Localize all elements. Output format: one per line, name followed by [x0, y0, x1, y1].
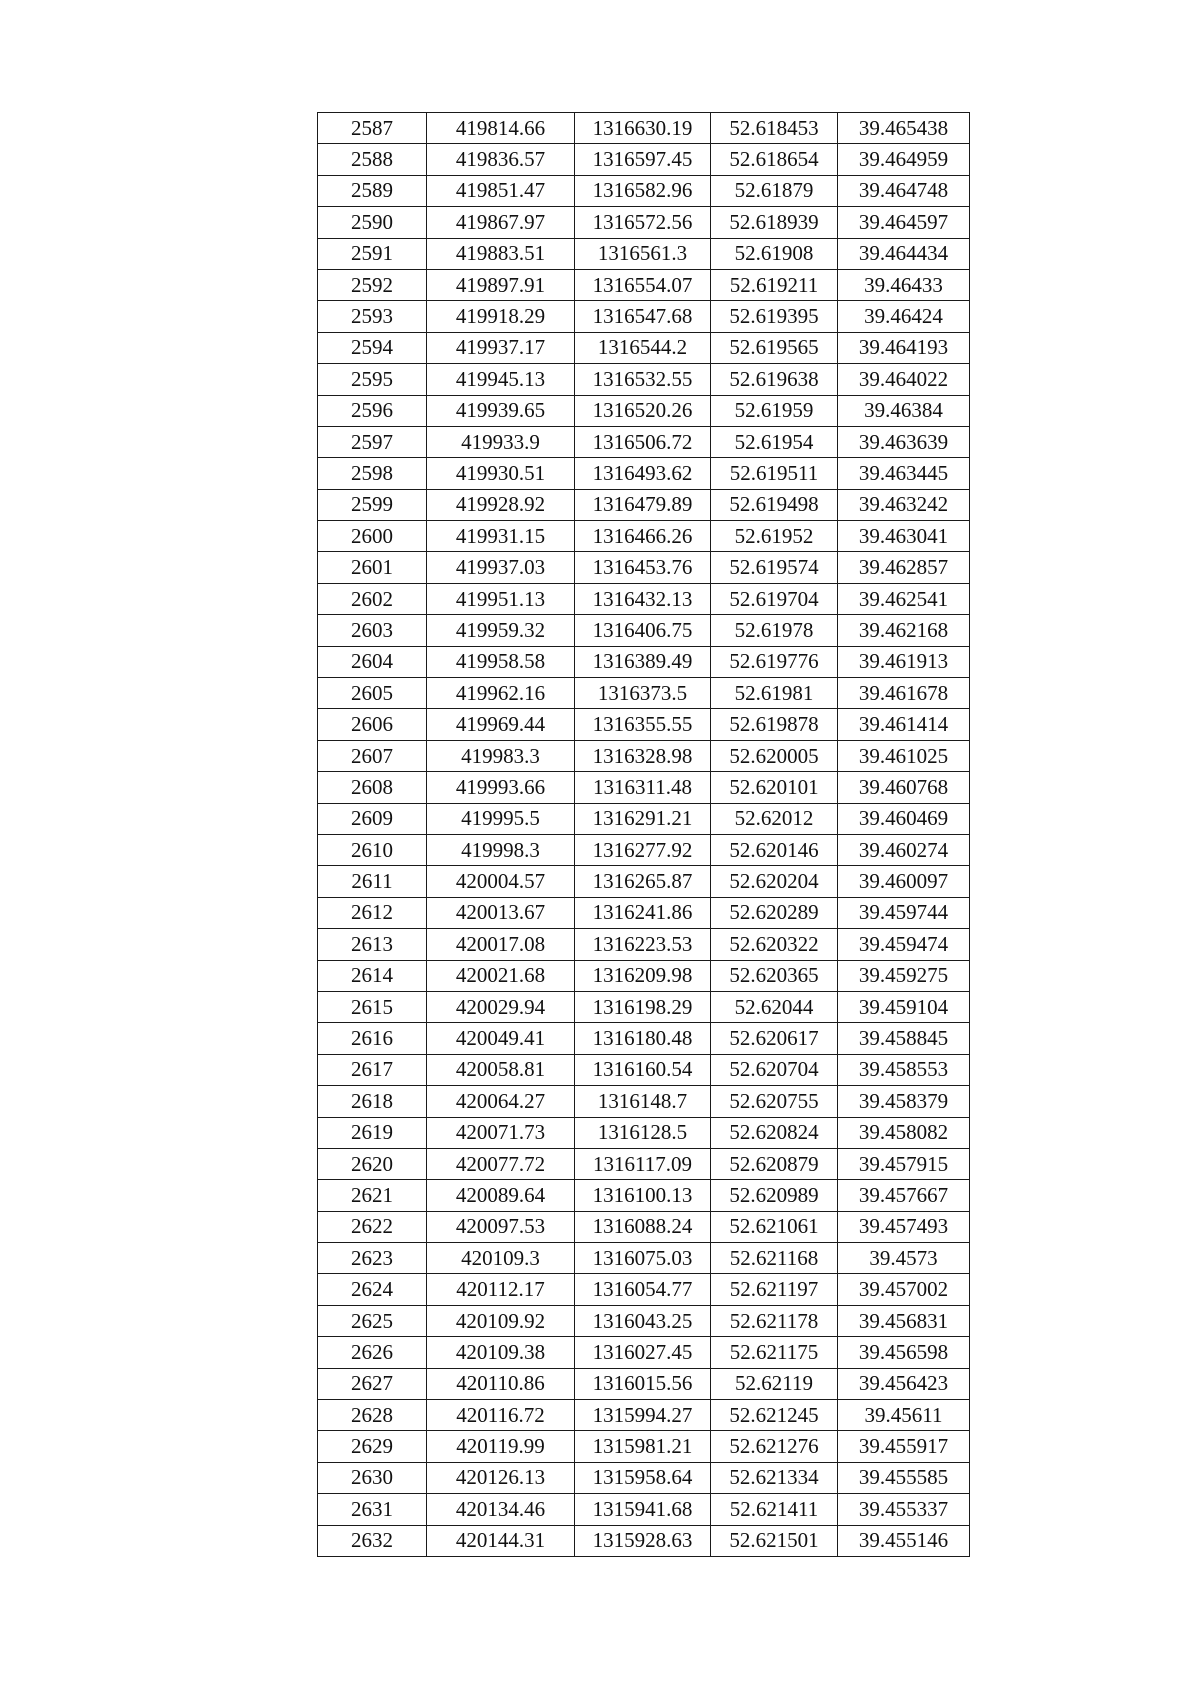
y-coordinate-cell: 1316027.45 — [575, 1337, 711, 1368]
latitude-cell: 52.620005 — [711, 740, 838, 771]
latitude-cell: 52.618939 — [711, 207, 838, 238]
latitude-cell: 52.61908 — [711, 238, 838, 269]
table-row — [318, 583, 970, 614]
point-number-cell: 2623 — [318, 1243, 427, 1274]
x-coordinate-cell: 419851.47 — [427, 175, 575, 206]
x-coordinate-cell: 419951.13 — [427, 583, 575, 614]
x-coordinate-cell: 419939.65 — [427, 395, 575, 426]
latitude-cell: 52.618654 — [711, 144, 838, 175]
point-number-cell: 2594 — [318, 332, 427, 363]
x-coordinate-cell: 419998.3 — [427, 834, 575, 865]
table-row — [318, 1400, 970, 1431]
table-row — [318, 866, 970, 897]
table-row — [318, 740, 970, 771]
y-coordinate-cell: 1316572.56 — [575, 207, 711, 238]
point-number-cell: 2611 — [318, 866, 427, 897]
longitude-cell: 39.464434 — [838, 238, 970, 269]
x-coordinate-cell: 420071.73 — [427, 1117, 575, 1148]
latitude-cell: 52.619498 — [711, 489, 838, 520]
point-number-cell: 2597 — [318, 426, 427, 457]
point-number-cell: 2607 — [318, 740, 427, 771]
x-coordinate-cell: 419933.9 — [427, 426, 575, 457]
point-number-cell: 2630 — [318, 1462, 427, 1493]
table-row — [318, 458, 970, 489]
x-coordinate-cell: 420004.57 — [427, 866, 575, 897]
y-coordinate-cell: 1315994.27 — [575, 1400, 711, 1431]
x-coordinate-cell: 420109.3 — [427, 1243, 575, 1274]
latitude-cell: 52.621501 — [711, 1525, 838, 1556]
longitude-cell: 39.463639 — [838, 426, 970, 457]
longitude-cell: 39.463445 — [838, 458, 970, 489]
point-number-cell: 2614 — [318, 960, 427, 991]
point-number-cell: 2625 — [318, 1305, 427, 1336]
x-coordinate-cell: 420109.92 — [427, 1305, 575, 1336]
table-row — [318, 1023, 970, 1054]
table-row — [318, 960, 970, 991]
longitude-cell: 39.458845 — [838, 1023, 970, 1054]
longitude-cell: 39.464748 — [838, 175, 970, 206]
x-coordinate-cell: 420058.81 — [427, 1054, 575, 1085]
point-number-cell: 2596 — [318, 395, 427, 426]
table-row — [318, 1054, 970, 1085]
y-coordinate-cell: 1316088.24 — [575, 1211, 711, 1242]
latitude-cell: 52.62044 — [711, 991, 838, 1022]
y-coordinate-cell: 1316630.19 — [575, 113, 711, 144]
point-number-cell: 2589 — [318, 175, 427, 206]
y-coordinate-cell: 1316128.5 — [575, 1117, 711, 1148]
longitude-cell: 39.457002 — [838, 1274, 970, 1305]
x-coordinate-cell: 420017.08 — [427, 929, 575, 960]
point-number-cell: 2602 — [318, 583, 427, 614]
table-row — [318, 1117, 970, 1148]
coordinate-table-body — [318, 113, 970, 1557]
x-coordinate-cell: 419836.57 — [427, 144, 575, 175]
table-row — [318, 175, 970, 206]
table-row — [318, 238, 970, 269]
longitude-cell: 39.455917 — [838, 1431, 970, 1462]
table-row — [318, 521, 970, 552]
latitude-cell: 52.621178 — [711, 1305, 838, 1336]
table-row — [318, 489, 970, 520]
y-coordinate-cell: 1316209.98 — [575, 960, 711, 991]
table-row — [318, 1462, 970, 1493]
x-coordinate-cell: 420119.99 — [427, 1431, 575, 1462]
latitude-cell: 52.619878 — [711, 709, 838, 740]
longitude-cell: 39.461414 — [838, 709, 970, 740]
latitude-cell: 52.620365 — [711, 960, 838, 991]
table-row — [318, 1337, 970, 1368]
x-coordinate-cell: 419958.58 — [427, 646, 575, 677]
point-number-cell: 2608 — [318, 772, 427, 803]
table-row — [318, 332, 970, 363]
longitude-cell: 39.45611 — [838, 1400, 970, 1431]
y-coordinate-cell: 1316291.21 — [575, 803, 711, 834]
x-coordinate-cell: 420064.27 — [427, 1086, 575, 1117]
y-coordinate-cell: 1316389.49 — [575, 646, 711, 677]
point-number-cell: 2605 — [318, 678, 427, 709]
latitude-cell: 52.620879 — [711, 1148, 838, 1179]
longitude-cell: 39.462168 — [838, 615, 970, 646]
table-row — [318, 834, 970, 865]
longitude-cell: 39.459104 — [838, 991, 970, 1022]
latitude-cell: 52.619638 — [711, 364, 838, 395]
longitude-cell: 39.460097 — [838, 866, 970, 897]
table-row — [318, 552, 970, 583]
latitude-cell: 52.619704 — [711, 583, 838, 614]
point-number-cell: 2615 — [318, 991, 427, 1022]
table-row — [318, 364, 970, 395]
x-coordinate-cell: 419937.03 — [427, 552, 575, 583]
latitude-cell: 52.621061 — [711, 1211, 838, 1242]
latitude-cell: 52.621411 — [711, 1494, 838, 1525]
x-coordinate-cell: 420134.46 — [427, 1494, 575, 1525]
table-row — [318, 803, 970, 834]
longitude-cell: 39.462857 — [838, 552, 970, 583]
table-row — [318, 113, 970, 144]
longitude-cell: 39.459474 — [838, 929, 970, 960]
y-coordinate-cell: 1316432.13 — [575, 583, 711, 614]
y-coordinate-cell: 1316148.7 — [575, 1086, 711, 1117]
table-row — [318, 615, 970, 646]
y-coordinate-cell: 1316311.48 — [575, 772, 711, 803]
point-number-cell: 2626 — [318, 1337, 427, 1368]
longitude-cell: 39.456831 — [838, 1305, 970, 1336]
latitude-cell: 52.620101 — [711, 772, 838, 803]
latitude-cell: 52.619395 — [711, 301, 838, 332]
longitude-cell: 39.463242 — [838, 489, 970, 520]
y-coordinate-cell: 1316015.56 — [575, 1368, 711, 1399]
y-coordinate-cell: 1315981.21 — [575, 1431, 711, 1462]
point-number-cell: 2612 — [318, 897, 427, 928]
x-coordinate-cell: 420021.68 — [427, 960, 575, 991]
longitude-cell: 39.455585 — [838, 1462, 970, 1493]
x-coordinate-cell: 419897.91 — [427, 269, 575, 300]
table-row — [318, 301, 970, 332]
table-row — [318, 1180, 970, 1211]
table-row — [318, 929, 970, 960]
x-coordinate-cell: 420089.64 — [427, 1180, 575, 1211]
point-number-cell: 2613 — [318, 929, 427, 960]
table-row — [318, 678, 970, 709]
latitude-cell: 52.61978 — [711, 615, 838, 646]
x-coordinate-cell: 419930.51 — [427, 458, 575, 489]
latitude-cell: 52.61981 — [711, 678, 838, 709]
table-row — [318, 646, 970, 677]
longitude-cell: 39.456598 — [838, 1337, 970, 1368]
table-row — [318, 207, 970, 238]
longitude-cell: 39.459275 — [838, 960, 970, 991]
y-coordinate-cell: 1315958.64 — [575, 1462, 711, 1493]
latitude-cell: 52.62012 — [711, 803, 838, 834]
x-coordinate-cell: 420126.13 — [427, 1462, 575, 1493]
table-row — [318, 144, 970, 175]
table-row — [318, 991, 970, 1022]
table-row — [318, 1494, 970, 1525]
y-coordinate-cell: 1316520.26 — [575, 395, 711, 426]
point-number-cell: 2599 — [318, 489, 427, 520]
table-row — [318, 772, 970, 803]
x-coordinate-cell: 419983.3 — [427, 740, 575, 771]
table-row — [318, 1274, 970, 1305]
x-coordinate-cell: 419883.51 — [427, 238, 575, 269]
point-number-cell: 2632 — [318, 1525, 427, 1556]
longitude-cell: 39.458553 — [838, 1054, 970, 1085]
point-number-cell: 2622 — [318, 1211, 427, 1242]
latitude-cell: 52.620322 — [711, 929, 838, 960]
y-coordinate-cell: 1316075.03 — [575, 1243, 711, 1274]
point-number-cell: 2593 — [318, 301, 427, 332]
latitude-cell: 52.62119 — [711, 1368, 838, 1399]
y-coordinate-cell: 1316265.87 — [575, 866, 711, 897]
table-row — [318, 1243, 970, 1274]
latitude-cell: 52.620824 — [711, 1117, 838, 1148]
x-coordinate-cell: 419937.17 — [427, 332, 575, 363]
point-number-cell: 2590 — [318, 207, 427, 238]
table-row — [318, 1305, 970, 1336]
x-coordinate-cell: 419867.97 — [427, 207, 575, 238]
y-coordinate-cell: 1316054.77 — [575, 1274, 711, 1305]
y-coordinate-cell: 1316506.72 — [575, 426, 711, 457]
point-number-cell: 2595 — [318, 364, 427, 395]
point-number-cell: 2598 — [318, 458, 427, 489]
y-coordinate-cell: 1316406.75 — [575, 615, 711, 646]
longitude-cell: 39.461025 — [838, 740, 970, 771]
y-coordinate-cell: 1316544.2 — [575, 332, 711, 363]
latitude-cell: 52.621245 — [711, 1400, 838, 1431]
latitude-cell: 52.619574 — [711, 552, 838, 583]
point-number-cell: 2616 — [318, 1023, 427, 1054]
x-coordinate-cell: 419928.92 — [427, 489, 575, 520]
latitude-cell: 52.621276 — [711, 1431, 838, 1462]
longitude-cell: 39.46384 — [838, 395, 970, 426]
y-coordinate-cell: 1316561.3 — [575, 238, 711, 269]
longitude-cell: 39.464959 — [838, 144, 970, 175]
x-coordinate-cell: 419995.5 — [427, 803, 575, 834]
longitude-cell: 39.457915 — [838, 1148, 970, 1179]
x-coordinate-cell: 420109.38 — [427, 1337, 575, 1368]
latitude-cell: 52.620146 — [711, 834, 838, 865]
latitude-cell: 52.621168 — [711, 1243, 838, 1274]
latitude-cell: 52.620989 — [711, 1180, 838, 1211]
x-coordinate-cell: 420110.86 — [427, 1368, 575, 1399]
table-row — [318, 897, 970, 928]
point-number-cell: 2609 — [318, 803, 427, 834]
table-row — [318, 1431, 970, 1462]
y-coordinate-cell: 1316355.55 — [575, 709, 711, 740]
longitude-cell: 39.460768 — [838, 772, 970, 803]
longitude-cell: 39.458082 — [838, 1117, 970, 1148]
longitude-cell: 39.463041 — [838, 521, 970, 552]
longitude-cell: 39.46433 — [838, 269, 970, 300]
x-coordinate-cell: 420097.53 — [427, 1211, 575, 1242]
y-coordinate-cell: 1316043.25 — [575, 1305, 711, 1336]
latitude-cell: 52.621197 — [711, 1274, 838, 1305]
latitude-cell: 52.61954 — [711, 426, 838, 457]
y-coordinate-cell: 1316117.09 — [575, 1148, 711, 1179]
y-coordinate-cell: 1316198.29 — [575, 991, 711, 1022]
point-number-cell: 2617 — [318, 1054, 427, 1085]
point-number-cell: 2592 — [318, 269, 427, 300]
point-number-cell: 2601 — [318, 552, 427, 583]
longitude-cell: 39.462541 — [838, 583, 970, 614]
point-number-cell: 2610 — [318, 834, 427, 865]
table-row — [318, 426, 970, 457]
latitude-cell: 52.61879 — [711, 175, 838, 206]
x-coordinate-cell: 420029.94 — [427, 991, 575, 1022]
x-coordinate-cell: 420049.41 — [427, 1023, 575, 1054]
y-coordinate-cell: 1316100.13 — [575, 1180, 711, 1211]
latitude-cell: 52.619511 — [711, 458, 838, 489]
y-coordinate-cell: 1316466.26 — [575, 521, 711, 552]
table-row — [318, 1211, 970, 1242]
point-number-cell: 2604 — [318, 646, 427, 677]
x-coordinate-cell: 419918.29 — [427, 301, 575, 332]
point-number-cell: 2621 — [318, 1180, 427, 1211]
y-coordinate-cell: 1316277.92 — [575, 834, 711, 865]
x-coordinate-cell: 419969.44 — [427, 709, 575, 740]
y-coordinate-cell: 1316180.48 — [575, 1023, 711, 1054]
longitude-cell: 39.459744 — [838, 897, 970, 928]
x-coordinate-cell: 420112.17 — [427, 1274, 575, 1305]
point-number-cell: 2624 — [318, 1274, 427, 1305]
x-coordinate-cell: 419962.16 — [427, 678, 575, 709]
x-coordinate-cell: 419814.66 — [427, 113, 575, 144]
point-number-cell: 2629 — [318, 1431, 427, 1462]
y-coordinate-cell: 1316223.53 — [575, 929, 711, 960]
table-row — [318, 395, 970, 426]
longitude-cell: 39.460469 — [838, 803, 970, 834]
latitude-cell: 52.618453 — [711, 113, 838, 144]
longitude-cell: 39.457667 — [838, 1180, 970, 1211]
y-coordinate-cell: 1316582.96 — [575, 175, 711, 206]
table-row — [318, 1086, 970, 1117]
longitude-cell: 39.456423 — [838, 1368, 970, 1399]
point-number-cell: 2587 — [318, 113, 427, 144]
y-coordinate-cell: 1316453.76 — [575, 552, 711, 583]
y-coordinate-cell: 1315928.63 — [575, 1525, 711, 1556]
x-coordinate-cell: 419945.13 — [427, 364, 575, 395]
point-number-cell: 2631 — [318, 1494, 427, 1525]
y-coordinate-cell: 1316554.07 — [575, 269, 711, 300]
longitude-cell: 39.464597 — [838, 207, 970, 238]
longitude-cell: 39.458379 — [838, 1086, 970, 1117]
y-coordinate-cell: 1316373.5 — [575, 678, 711, 709]
y-coordinate-cell: 1316493.62 — [575, 458, 711, 489]
point-number-cell: 2591 — [318, 238, 427, 269]
x-coordinate-cell: 419993.66 — [427, 772, 575, 803]
longitude-cell: 39.460274 — [838, 834, 970, 865]
longitude-cell: 39.461913 — [838, 646, 970, 677]
point-number-cell: 2606 — [318, 709, 427, 740]
y-coordinate-cell: 1316328.98 — [575, 740, 711, 771]
y-coordinate-cell: 1316160.54 — [575, 1054, 711, 1085]
x-coordinate-cell: 420013.67 — [427, 897, 575, 928]
point-number-cell: 2627 — [318, 1368, 427, 1399]
latitude-cell: 52.620289 — [711, 897, 838, 928]
latitude-cell: 52.620704 — [711, 1054, 838, 1085]
y-coordinate-cell: 1316479.89 — [575, 489, 711, 520]
point-number-cell: 2620 — [318, 1148, 427, 1179]
longitude-cell: 39.457493 — [838, 1211, 970, 1242]
point-number-cell: 2588 — [318, 144, 427, 175]
x-coordinate-cell: 420144.31 — [427, 1525, 575, 1556]
latitude-cell: 52.619776 — [711, 646, 838, 677]
longitude-cell: 39.455337 — [838, 1494, 970, 1525]
y-coordinate-cell: 1315941.68 — [575, 1494, 711, 1525]
y-coordinate-cell: 1316597.45 — [575, 144, 711, 175]
x-coordinate-cell: 419931.15 — [427, 521, 575, 552]
point-number-cell: 2603 — [318, 615, 427, 646]
latitude-cell: 52.61952 — [711, 521, 838, 552]
longitude-cell: 39.461678 — [838, 678, 970, 709]
y-coordinate-cell: 1316547.68 — [575, 301, 711, 332]
table-row — [318, 1368, 970, 1399]
point-number-cell: 2618 — [318, 1086, 427, 1117]
y-coordinate-cell: 1316241.86 — [575, 897, 711, 928]
x-coordinate-cell: 420116.72 — [427, 1400, 575, 1431]
x-coordinate-cell: 420077.72 — [427, 1148, 575, 1179]
table-row — [318, 709, 970, 740]
point-number-cell: 2619 — [318, 1117, 427, 1148]
longitude-cell: 39.465438 — [838, 113, 970, 144]
longitude-cell: 39.464193 — [838, 332, 970, 363]
longitude-cell: 39.46424 — [838, 301, 970, 332]
latitude-cell: 52.620204 — [711, 866, 838, 897]
table-row — [318, 1525, 970, 1556]
x-coordinate-cell: 419959.32 — [427, 615, 575, 646]
latitude-cell: 52.61959 — [711, 395, 838, 426]
coordinate-table — [317, 112, 970, 1557]
latitude-cell: 52.620755 — [711, 1086, 838, 1117]
longitude-cell: 39.4573 — [838, 1243, 970, 1274]
point-number-cell: 2628 — [318, 1400, 427, 1431]
latitude-cell: 52.620617 — [711, 1023, 838, 1054]
latitude-cell: 52.621334 — [711, 1462, 838, 1493]
latitude-cell: 52.619565 — [711, 332, 838, 363]
longitude-cell: 39.455146 — [838, 1525, 970, 1556]
longitude-cell: 39.464022 — [838, 364, 970, 395]
latitude-cell: 52.621175 — [711, 1337, 838, 1368]
table-row — [318, 1148, 970, 1179]
table-row — [318, 269, 970, 300]
latitude-cell: 52.619211 — [711, 269, 838, 300]
point-number-cell: 2600 — [318, 521, 427, 552]
y-coordinate-cell: 1316532.55 — [575, 364, 711, 395]
